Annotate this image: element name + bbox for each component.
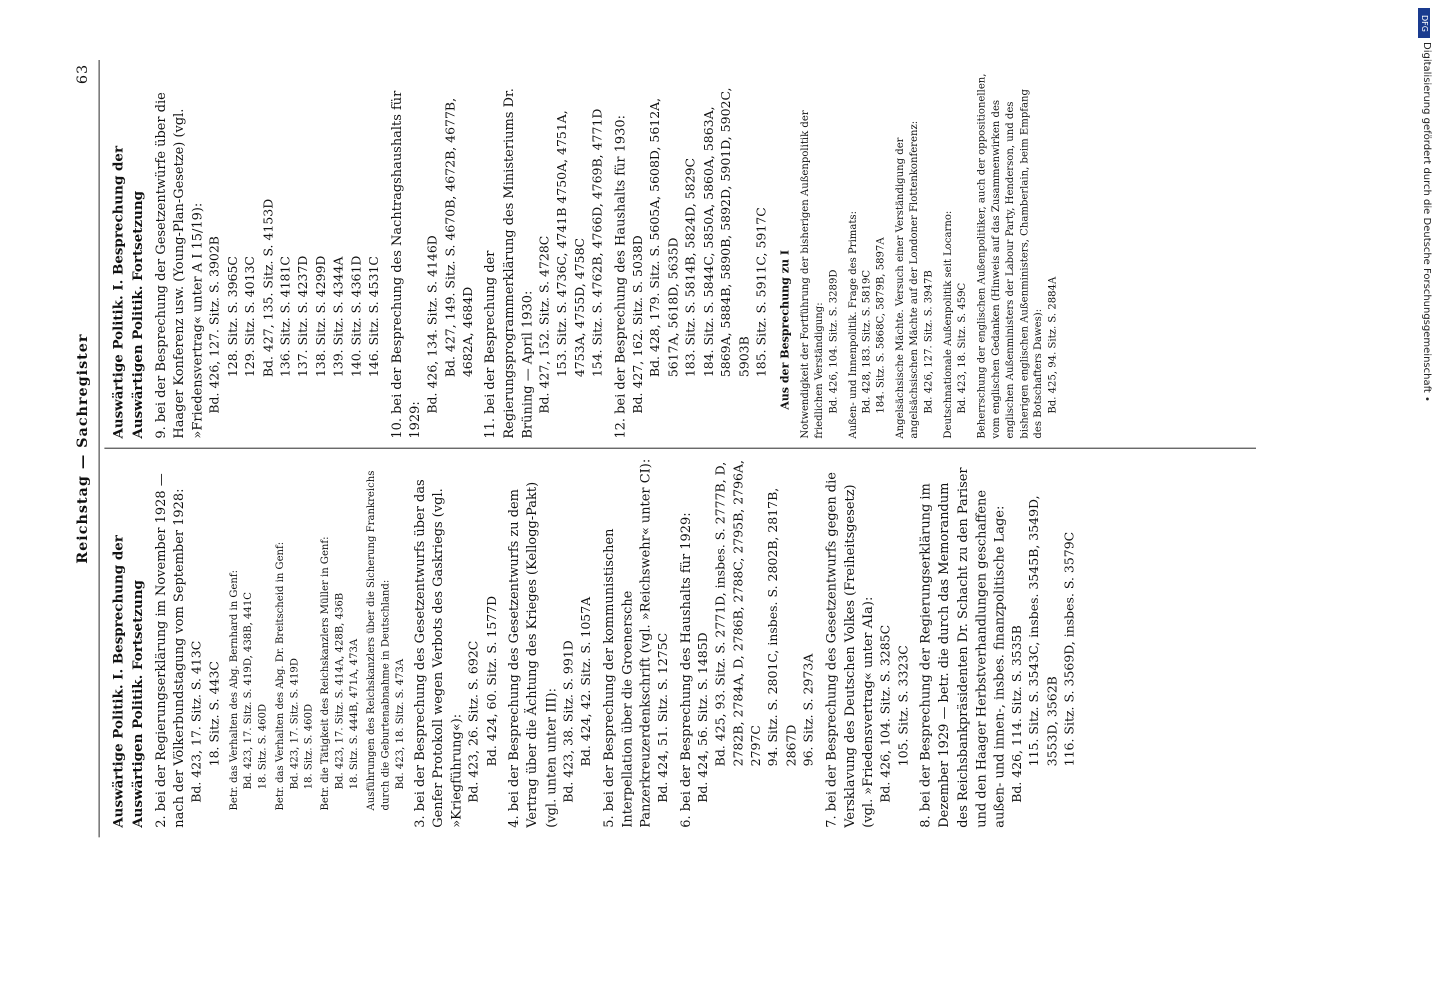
index-entry — [411, 459, 502, 828]
column-heading: Auswärtige Politik. I. Besprechung der Auswärtigen Politik. Fortsetzung — [111, 145, 146, 439]
entry-title: 3. bei der Besprechung des Gesetzentwurfs über das Genfer Protokoll wegen Verbots des Gaskriegs (vgl. »Kriegführung«): — [412, 479, 465, 828]
running-head-left: Reichstag — [73, 475, 91, 564]
entry-reference: 185. Sitz. S. 5911C, 5917C — [755, 207, 770, 378]
left-column — [104, 449, 1256, 837]
entry-reference: Bd. 426, 114. Sitz. S. 3535B — [1010, 625, 1025, 803]
index-entry — [388, 70, 478, 439]
entry-reference: 105. Sitz. S. 3323C — [896, 645, 912, 767]
entry-reference: Bd. 423, 38. Sitz. S. 991D — [561, 640, 577, 803]
index-entry — [152, 70, 384, 439]
index-entry — [600, 459, 673, 828]
entry-title: 5. bei der Besprechung der kommunistischen Interpellation über die Groenersche Panzerkreuzerdenkschrift (vgl. »Reichswehr« unter CI): — [601, 458, 654, 828]
section-item-title: Angelsächsische Mächte. Versuch einer Verständigung der angelsächsischen Mächte auf der Londoner Flottenkonferenz: — [894, 120, 921, 439]
running-head-dash: — — [73, 453, 91, 470]
section-item-reference: Bd. 426, 127. Sitz. S. 3947B — [923, 270, 935, 414]
entry-reference: 137. Sitz. S. 4237D — [296, 255, 312, 378]
section-item-reference: 184. Sitz. S. 5868C, 5879B, 5897A — [875, 237, 887, 414]
entry-reference: Bd. 427, 162. Sitz. S. 5038D — [631, 235, 646, 414]
index-entry — [917, 459, 1080, 828]
entry-title: 8. bei der Besprechung der Regierungserklärung im Dezember 1929 — betr. die durch das Memorandum des Reichsbankpräsidenten Dr. Schacht zu den Pariser und den Haager Herbstverhandlungen geschaffene außen- und innen-, insbes. finanzpolitische Lage: — [918, 467, 1008, 828]
index-entry — [677, 459, 819, 828]
entry-reference: 115. Sitz. S. 3543C, insbes. 3545B, 3549D, 3553D, 3562B — [1028, 495, 1061, 767]
section-item-reference: Bd. 423, 18. Sitz. S. 459C — [956, 282, 968, 414]
page-number: 63 — [73, 63, 91, 85]
entry-reference: 139. Sitz. S. 4344A — [332, 256, 347, 378]
subentry-reference: Bd. 423, 17. Sitz. S. 419D, 438B, 441C — [242, 592, 254, 790]
entry-title: 6. bei der Besprechung des Haushalts für 1929: — [677, 512, 694, 828]
entry-reference: 128. Sitz. S. 3965C — [225, 256, 241, 378]
entry-title: 11. bei der Besprechung der Regierungsprogrammerklärung des Ministeriums Dr. Brüning — April 1930: — [482, 88, 536, 439]
entry-reference: Bd. 423, 17. Sitz. S. 413C — [189, 640, 205, 803]
index-entry — [152, 459, 407, 828]
section-item-title: Außen- und Innenpolitik. Frage des Primats: — [846, 211, 859, 439]
entry-title: 7. bei der Besprechung des Gesetzentwurfs gegen die Versklavung des Deutschen Volkes (Freiheitsgesetz) (vgl. »Friedensvertrag« unter AIa): — [823, 472, 877, 828]
entry-reference: Bd. 424, 56. Sitz. S. 1485D — [696, 632, 711, 803]
entry-reference: 116. Sitz. S. 3569D, insbes. S. 3579C — [1063, 531, 1078, 767]
entry-title: 10. bei der Besprechung des Nachtragshaushalts für 1929: — [389, 90, 423, 439]
subentry-reference: Bd. 423, 18. Sitz. S. 473A — [394, 658, 406, 790]
section-item-title: Beherrschung der englischen Außenpolitiker, auch der oppositionellen, vom englischen Gedanken (Hinweis auf das Zusammenwirken des englischen Außenministers der Labour Party, Henderson, und des bisherigen englischen Außenministers, Chamberlain, beim Empfang des Botschafters Dawes): — [975, 73, 1045, 439]
entry-reference: 18. Sitz. S. 443C — [207, 661, 222, 767]
entry-reference: 146. Sitz. S. 4531C — [367, 256, 383, 378]
entry-reference: Bd. 423, 26. Sitz. S. 692C — [467, 640, 482, 803]
subentry-title: Ausführungen des Reichskanzlers über die Sicherung Frankreichs durch die Geburtenabnahme in Deutschland: — [365, 470, 392, 811]
entry-reference: Bd. 427, 135. Sitz. S. 4153D — [261, 198, 276, 378]
subentry-reference: 18. Sitz. S. 444B, 471A, 473A — [348, 638, 360, 790]
subentry-reference: Bd. 423, 17. Sitz. S. 419D — [288, 658, 300, 790]
entry-reference: Bd. 424, 60. Sitz. S. 1577D — [485, 595, 500, 767]
section-item-title: Notwendigkeit der Fortführung der bisherigen Außenpolitik der friedlichen Verständigung: — [799, 110, 825, 439]
entry-reference: Bd. 426, 104. Sitz. S. 3285C — [879, 624, 894, 803]
document-page — [66, 60, 1256, 837]
running-head — [66, 60, 100, 837]
entry-reference: 136. Sitz. S. 4181C — [279, 256, 294, 378]
digitization-sidebar — [1404, 0, 1434, 1000]
entry-reference: 94. Sitz. S. 2801C, insbes. S. 2802B, 2817B, 2867D — [767, 487, 800, 767]
index-entry — [823, 459, 914, 828]
entry-title: 12. bei der Besprechung des Haushalts für 1930: — [612, 114, 629, 439]
entry-reference: 129. Sitz. S. 4013C — [243, 256, 259, 378]
subentry-title: Betr. das Verhalten des Abg. Bernhard in Genf: — [228, 569, 240, 811]
entry-reference: 183. Sitz. S. 5814B, 5824D, 5829C — [684, 157, 699, 378]
entry-reference: Bd. 426, 134. Sitz. S. 4146D — [425, 235, 441, 414]
running-head-right: Sachregister — [73, 333, 91, 448]
section-item-reference: Bd. 425, 94. Sitz. S. 2884A — [1047, 276, 1059, 414]
entry-reference: Bd. 428, 179. Sitz. S. 5605A, 5608D, 5612A, 5617A, 5618D, 5635D — [648, 97, 681, 378]
entry-reference: 154. Sitz. S. 4762B, 4766D, 4769B, 4771D — [591, 108, 606, 378]
section-item-reference: Bd. 426, 104. Sitz. S. 3289D — [827, 269, 840, 414]
entry-reference: Bd. 425, 93. Sitz. S. 2771D, insbes. S. 2777B, D, 2782B, 2784A, D, 2786B, 2788C, 2795B, 2796A, 2797C — [713, 460, 764, 767]
entry-reference: 138. Sitz. S. 4299D — [314, 255, 329, 378]
entry-title: 9. bei der Besprechung der Gesetzentwürfe über die Haager Konferenz usw. (Young-Plan-Gesetze) (vgl. »Friedensvertrag« unter A I 15/19): — [153, 92, 206, 439]
entry-reference: 184. Sitz. S. 5844C, 5850A, 5860A, 5863A, 5869A, 5884B, 5890B, 5892D, 5901D, 5902C, 5903B — [701, 87, 752, 378]
section-heading: Aus der Besprechung zu I — [778, 250, 792, 410]
dfg-logo-icon: DFG — [1418, 8, 1430, 38]
index-entry — [612, 70, 772, 439]
entry-reference: Bd. 427, 152. Sitz. S. 4728C — [538, 235, 553, 414]
subentry-title: Betr. das Verhalten des Abg. Dr. Breitscheid in Genf: — [273, 541, 286, 811]
entry-reference: 153. Sitz. S. 4736C, 4741B 4750A, 4751A, 4753A, 4755D, 4758C — [555, 110, 588, 378]
section-item-reference: Bd. 428, 183. Sitz. S. 5819C — [861, 269, 873, 414]
subentry-title: Betr. die Tätigkeit des Reichskanzlers Müller in Genf: — [319, 536, 332, 811]
subentry-reference: Bd. 423, 17. Sitz. S. 414A, 428B, 436B — [334, 592, 346, 790]
entry-reference: Bd. 424, 42. Sitz. S. 1057A — [579, 596, 594, 767]
section-item-title: Deutschnationale Außenpolitik seit Locarno: — [942, 210, 954, 439]
entry-reference: Bd. 424, 51. Sitz. S. 1275C — [656, 632, 671, 803]
index-entry — [482, 70, 608, 439]
entry-reference: 96. Sitz. S. 2973A — [802, 653, 817, 767]
index-entry — [506, 459, 597, 828]
right-column — [104, 60, 1256, 449]
entry-reference: 140. Sitz. S. 4361D — [349, 255, 365, 378]
subentry-reference: 18. Sitz. S. 460D — [256, 703, 269, 790]
entry-reference: Bd. 427, 149. Sitz. S. 4670B, 4672B, 4677B, 4682A, 4684D — [443, 97, 476, 378]
entry-reference: Bd. 426, 127. Sitz. S. 3902B — [208, 236, 223, 414]
column-heading: Auswärtige Politik. I. Besprechung der Auswärtigen Politik. Fortsetzung — [111, 535, 146, 828]
subentry-reference: 18. Sitz. S. 460D — [302, 703, 315, 790]
entry-title: 2. bei der Regierungserklärung im November 1928 — nach der Völkerbundstagung vom September 1928: — [153, 473, 187, 828]
funding-caption: Digitalisierung gefördert durch die Deutsche Forschungsgemeinschaft • — [1421, 42, 1432, 402]
entry-title: 4. bei der Besprechung des Gesetzentwurfs zu dem Vertrag über die Ächtung des Krieges (Kellogg-Pakt) (vgl. unten unter III): — [506, 481, 559, 828]
